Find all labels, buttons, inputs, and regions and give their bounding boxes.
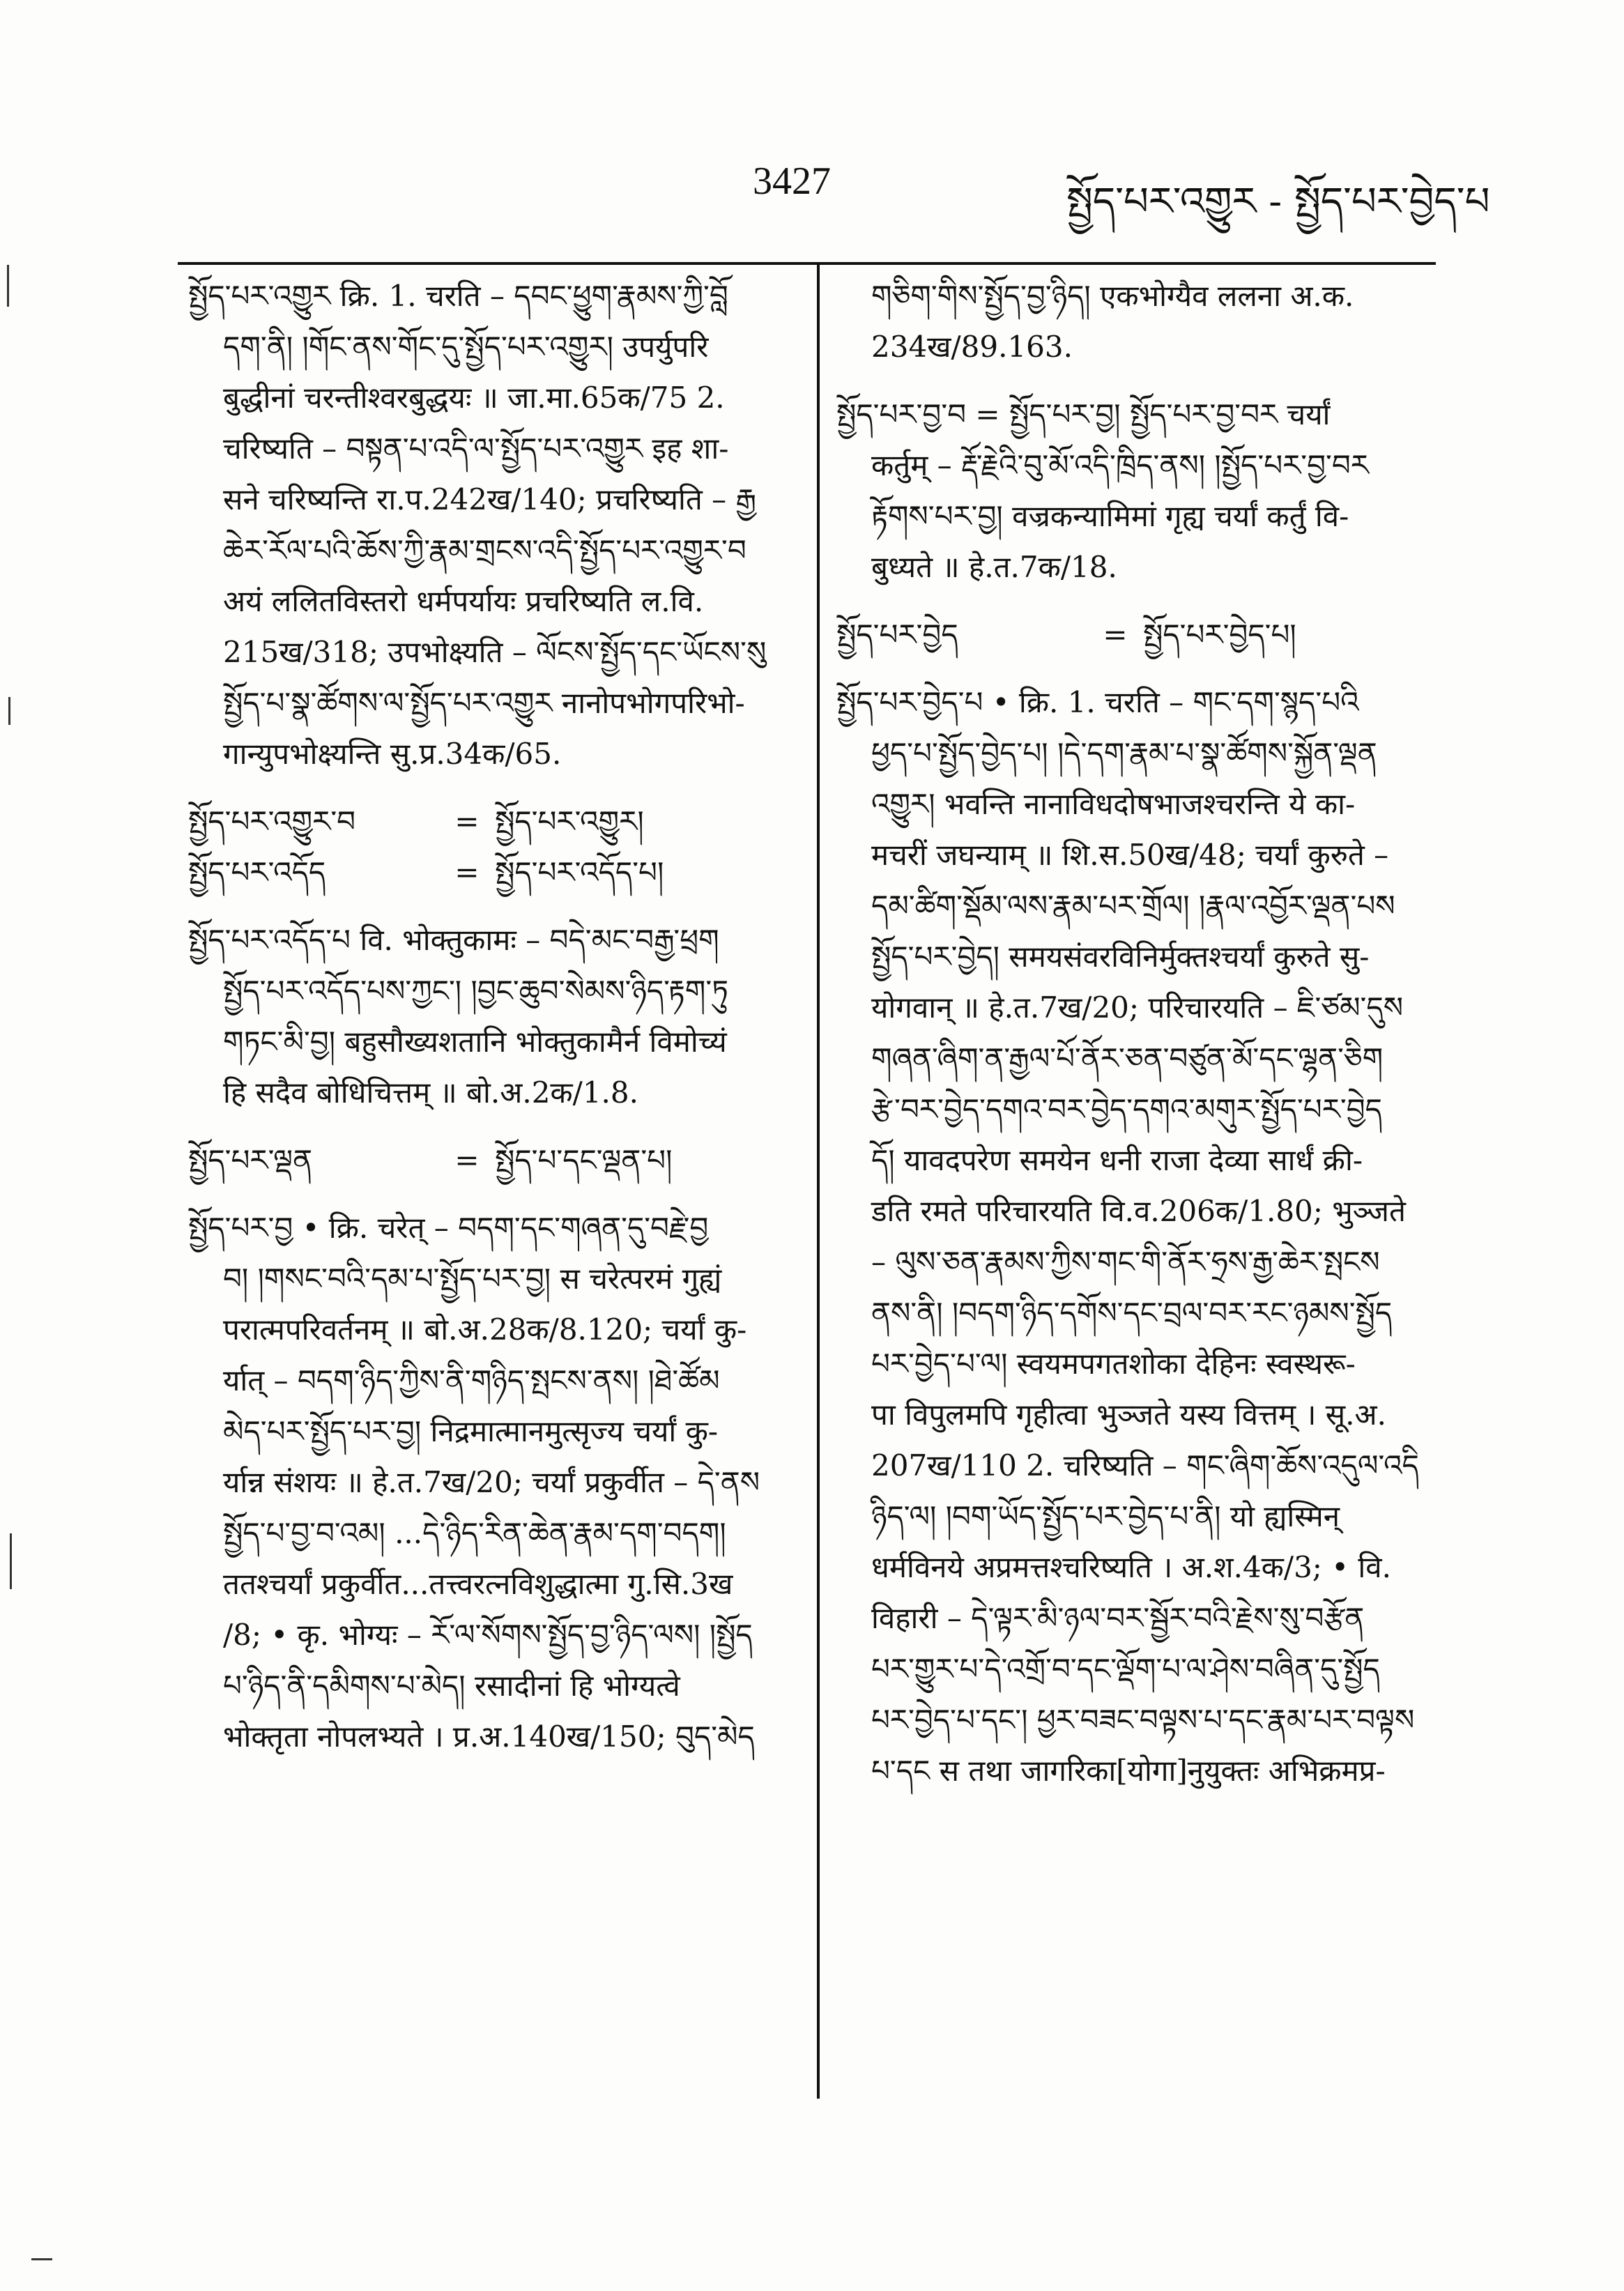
entry-line: र्यात् – བདག་ཉིད་ཀྱིས་ནི་གཉིད་སྤངས་ནས། །ཐེ་ཚོམ [223,1363,720,1397]
entry-line: པར་གྱུར་པ་དེ་འགྲོ་བ་དང་ལྡོག་པ་ལ་ཤེས་བཞིན་དུ་སྤྱོད [871,1652,1380,1686]
entry-line: गान्युपभोक्ष्यन्ति सु.प्र.34क/65. [223,737,562,771]
cross-reference-entry [188,847,802,898]
entry-line: སྤྱོད་པ་བྱ་བ་འམ། ...དེ་ཉིད་རིན་ཆེན་རྣམ་དག་བདག། [223,1516,726,1550]
reference-target: སྤྱོད་པ་དང་ལྡན་པ། [495,1143,673,1177]
entry-line: སྤྱོད་པར་འདོད་པས་ཀྱང་། །བྱང་ཆུབ་སེམས་ཉིད་རྟག་ཏུ [223,974,728,1008]
headword: སྤྱོད་པར་འདོད [188,855,326,889]
entry-line: པ་དང स तथा जागरिका[योगा]नुयुक्तः अभिक्रमप्र- [871,1754,1386,1788]
entry-line: ཉིད་ལ། །བག་ཡོད་སྤྱོད་པར་བྱེད་པ་ནི། यो ह्यस्मिन् [871,1499,1340,1533]
entry-line: དོ། यावदपरेण समयेन धनी राजा देव्या सार्धं क्री- [871,1143,1363,1177]
entry-line: ནས་ནི། །བདག་ཉིད་དགོས་དང་བྲལ་བར་རང་ཉམས་སྤྱོད [871,1296,1393,1330]
page-number: 3427 [753,160,831,203]
entry-line: – ལུས་ཅན་རྣམས་ཀྱིས་གང་གི་ནོར་ཧྲས་རྒྱ་ཆེར་སྤངས [871,1245,1380,1279]
reference-target: སྤྱོད་པར་བྱེད་པ། [1143,618,1296,652]
margin-speck [10,1533,12,1589]
entry-line: पा विपुलमपि गृहीत्वा भुञ्जते यस्य वित्तम् । सू.अ. [871,1397,1386,1432]
column-divider [817,262,820,2099]
entry-line: सने चरिष्यन्ति रा.प.242ख/140; प्रचरिष्यति – རྒྱ [223,482,757,516]
entry-line: बुद्धीनां चरन्तीश्वरबुद्धयः ॥ जा.मा.65क/75 2. [223,381,725,415]
entry-line: སྤྱོད་པར་བྱ་བ = སྤྱོད་པར་བྱ། སྤྱོད་པར་བྱ་བར चर्यां [836,397,1331,431]
entry-line: སྤྱོད་པར་བྱ • क्रि. चरेत् – བདག་དང་གཞན་དུ་བརྗེ་བྱ [188,1211,709,1245]
entry-line: धर्मविनये अप्रमत्तश्चरिष्यति । अ.श.4क/3; • वि. [871,1550,1392,1584]
entry-line: 234ख/89.163. [871,330,1073,364]
headword: སྤྱོད་པར་འགྱུར་བ [188,804,356,838]
cross-reference-entry [836,609,1450,660]
entry-line: རྟོགས་པར་བྱ། वज्रकन्यामिमां गृह्य चर्यां कर्तुं वि- [871,499,1349,533]
reference-target: སྤྱོད་པར་འདོད་པ། [495,855,664,889]
margin-speck [7,265,9,307]
headword: སྤྱོད་པར་བྱེད [836,618,958,652]
right-column [836,270,1450,1796]
running-head: སྤྱོད་པར་འགྱུར - སྤྱོད་པར་བྱེད་པ [1066,179,1490,224]
entry-line: བ། །གསང་བའི་དམ་པ་སྤྱོད་པར་བྱ། स चरेत्परमं गुह्यं [223,1262,722,1296]
top-rule [178,262,1436,265]
entry-line: 215ख/318; उपभोक्ष्यति – ལོངས་སྤྱོད་དང་ཡོངས་སུ [223,635,767,669]
entry-line: སྤྱོད་པར་འདོད་པ वि. भोक्तुकामः – བདེ་མང་བརྒྱ་ཕྲག [188,923,719,957]
entry-line: मचरीं जघन्याम् ॥ शि.स.50ख/48; चर्यां कुरुते – [871,838,1389,872]
entry-line: པ་ཉིད་ནི་དམིགས་པ་མེད། रसादीनां हि भोग्यत्वे [223,1669,680,1703]
equals-sign: = [1103,618,1128,652]
entry-line: कर्तुम् – རྡོ་རྗེའི་བུ་མོ་འདི་ཁྲིད་ནས། །སྤྱོད་པར་བྱ་བར [871,448,1369,482]
entry-line: परात्मपरिवर्तनम् ॥ बो.अ.28क/8.120; चर्यां कु- [223,1312,747,1347]
entry-line: बुध्यते ॥ हे.त.7क/18. [871,550,1117,584]
entry-line: རྩེ་བར་བྱེད་དགའ་བར་བྱེད་དགའ་མགུར་སྤྱོད་པར་བྱེད [871,1092,1382,1126]
entry-line: र्यान्न संशयः ॥ हे.त.7ख/20; चर्यां प्रकुर्वीत – དེ་ནས [223,1465,760,1499]
equals-sign: = [454,1143,480,1177]
entry-line: སྤྱོད་པ་སྣ་ཚོགས་ལ་སྤྱོད་པར་འགྱུར नानोपभोगपरिभो- [223,686,745,720]
entry-line: དག་ནི། །གོང་ནས་གོང་དུ་སྤྱོད་པར་འགྱུར། उपर्युपरि [223,330,709,364]
entry-line: སྤྱོད་པར་བྱེད་པ • क्रि. 1. चरति – གང་དག་སྙད་པའི [836,685,1359,719]
entry-line: ततश्चर्यां प्रकुर्वीत...तत्त्वरत्नविशुद्धात्मा गु.सि.3ख [223,1567,733,1601]
headword: སྤྱོད་པར་ལྡན [188,1143,313,1177]
entry-line: डति रमते परिचारयति वि.व.206क/1.80; भुञ्जते [871,1194,1406,1228]
reference-target: སྤྱོད་པར་འགྱུར། [495,804,644,838]
entry-line: དམ་ཚིག་སྡོམ་ལས་རྣམ་པར་གྲོལ། །རྣལ་འབྱོར་ལྡན་པས [871,889,1395,923]
entry-line: འགྱུར། भवन्ति नानाविधदोषभाजश्चरन्ति ये का- [871,787,1356,821]
entry-line: ཕྱད་པ་སྤྱོད་བྱེད་པ། །དེ་དག་རྣམ་པ་སྣ་ཚོགས་སྐྱོན་ལྡན [871,736,1377,770]
entry-line: གཏང་མི་བྱ། बहुसौख्यशतानि भोक्तुकामैर्न विमोच्यं [223,1025,727,1059]
entry-line: योगवान् ॥ हे.त.7ख/20; परिचारयति – ཇི་ཙམ་དུས [871,990,1404,1025]
entry-line: चरिष्यति – བསྟན་པ་འདི་ལ་སྤྱོད་པར་འགྱུར इह शा- [223,431,729,466]
entry-line: པར་བྱེད་པ་དང་། ཕྱར་བཟང་བལྟས་པ་དང་རྣམ་པར་བལྟས [871,1703,1415,1737]
entry-line: हि सदैव बोधिचित्तम् ॥ बो.अ.2क/1.8. [223,1075,638,1110]
cross-reference-entry [188,796,802,847]
equals-sign: = [454,804,480,838]
entry-line: གཅིག་གིས་སྤྱོད་བྱ་ཉིད། एकभोग्यैव ललना अ.क. [871,279,1354,313]
entry-line: གཞན་ཞིག་ན་རྒྱལ་པོ་ནོར་ཅན་བཙུན་མོ་དང་ལྷན་ཅིག [871,1041,1384,1075]
entry-line: སྤྱོད་པར་འགྱུར क्रि. 1. चरति – དབང་ཕྱུག་རྣམས་ཀྱི་བློ [188,279,728,313]
entry-line: ཆེར་རོལ་པའི་ཆོས་ཀྱི་རྣམ་གྲངས་འདི་སྤྱོད་པར་འགྱུར་བ [223,533,746,567]
margin-speck [8,697,10,725]
entry-line: པར་བྱེད་པ་ལ། स्वयमपगतशोका देहिनः स्वस्थरू- [871,1347,1356,1381]
cross-reference-entry [188,1135,802,1186]
entry-line: विहारी – དེ་ལྟར་མི་ཉལ་བར་སྦྱོར་བའི་རྗེས་སུ་བརྩོན [871,1601,1365,1635]
left-column [188,270,802,1762]
margin-speck [31,2258,52,2260]
entry-line: अयं ललितविस्तरो धर्मपर्यायः प्रचरिष्यति ल.वि. [223,584,704,618]
entry-line: 207ख/110 2. चरिष्यति – གང་ཞིག་ཆོས་འདུལ་འདི [871,1448,1419,1482]
equals-sign: = [454,855,480,889]
entry-line: भोक्तृता नोपलभ्यते । प्र.अ.140ख/150; བུད་མེད [223,1719,755,1754]
entry-line: མེད་པར་སྤྱོད་པར་བྱ། निद्रमात्मानमुत्सृज्य चर्यां कु- [223,1414,719,1448]
entry-line: /8; • कृ. भोग्यः – རོ་ལ་སོགས་སྤྱོད་བྱ་ཉིད་ལས། །སྤྱོད [223,1618,753,1652]
entry-line: སྤྱོད་པར་བྱེད། समयसंवरविनिर्मुक्तश्चर्यां कुरुते सु- [871,940,1370,974]
